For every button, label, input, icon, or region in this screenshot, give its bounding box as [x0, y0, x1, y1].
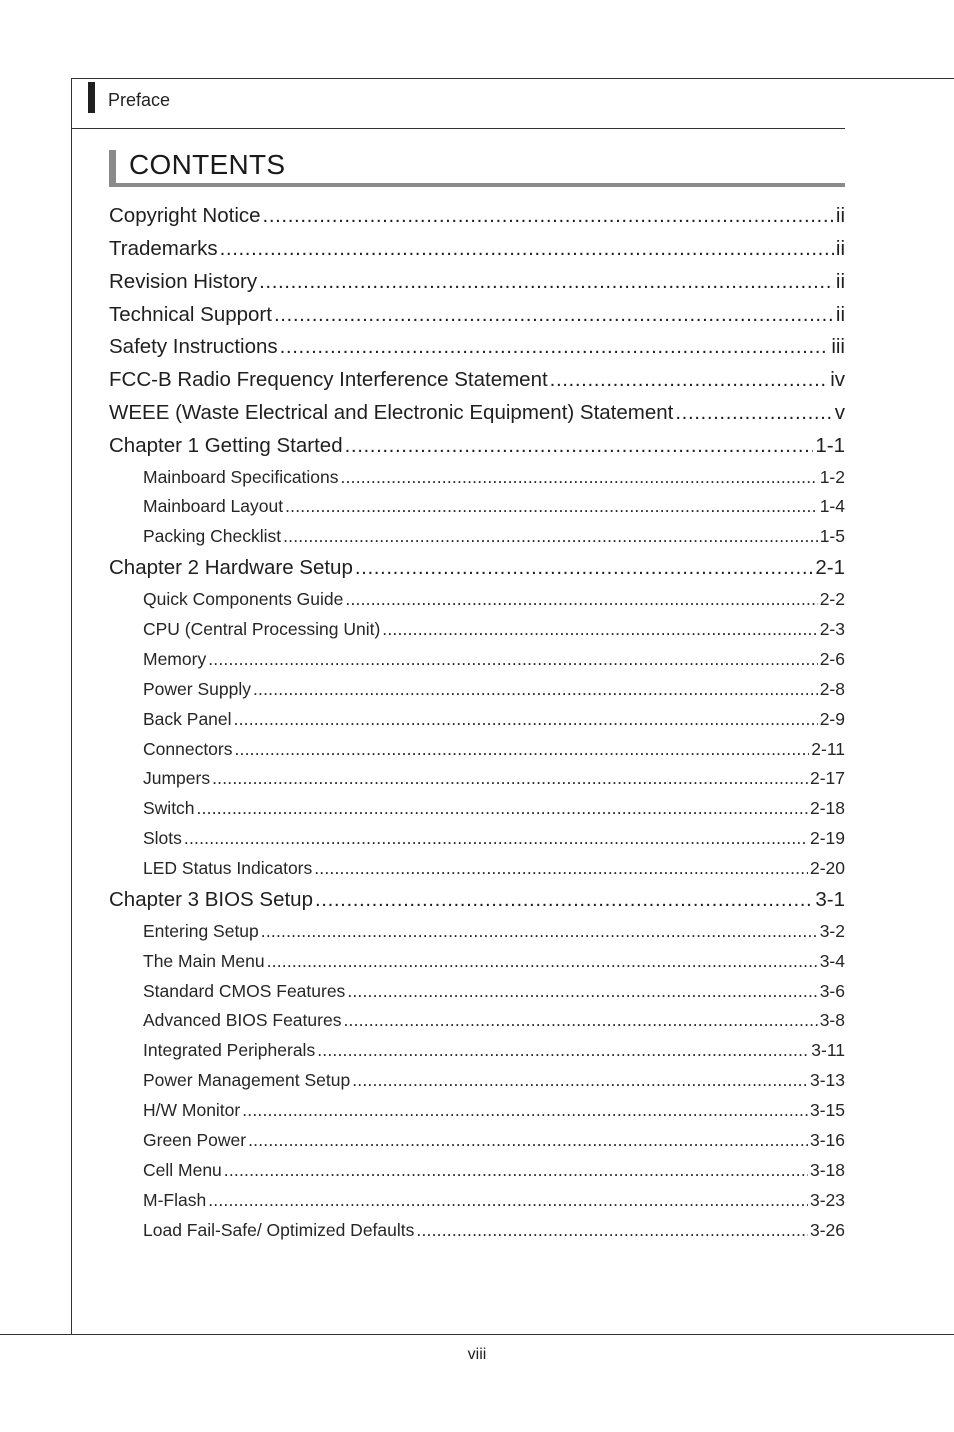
toc-entry-title: Technical Support	[109, 303, 272, 326]
toc-entry-page: 2-3	[819, 619, 845, 639]
toc-entry-section[interactable]	[143, 950, 845, 972]
toc-entry-title: Mainboard Layout	[143, 496, 284, 516]
toc-leader-dots	[261, 920, 818, 942]
toc-entry-title: Chapter 3 BIOS Setup	[109, 888, 313, 911]
toc-leader-dots	[314, 857, 808, 879]
toc-entry-title: Quick Components Guide	[143, 589, 344, 609]
toc-leader-dots	[220, 236, 834, 262]
page-frame-top-rule	[72, 78, 954, 79]
page-title: CONTENTS	[129, 149, 286, 180]
toc-entry-page: 3-8	[819, 1010, 845, 1030]
toc-entry-chapter[interactable]	[109, 887, 845, 913]
toc-entry-page: 3-23	[809, 1190, 845, 1210]
toc-entry-title: Power Management Setup	[143, 1070, 351, 1090]
toc-entry-section[interactable]	[143, 827, 845, 849]
toc-leader-dots	[248, 1129, 808, 1151]
toc-entry-page: ii	[835, 270, 845, 293]
toc-leader-dots	[382, 618, 817, 640]
toc-entry-page: iv	[830, 368, 845, 391]
page-frame-left-rule	[71, 78, 72, 1335]
toc-entry-page: 3-18	[809, 1160, 845, 1180]
page-frame-bottom-rule	[0, 1334, 954, 1335]
toc-entry-page: 2-8	[819, 679, 845, 699]
toc-leader-dots	[234, 708, 818, 730]
toc-leader-dots	[315, 887, 813, 913]
toc-entry-title: Entering Setup	[143, 921, 259, 941]
toc-entry-page: 2-1	[815, 556, 845, 579]
toc-entry-page: 2-17	[809, 768, 845, 788]
toc-entry-section[interactable]	[143, 1159, 845, 1181]
toc-entry-section[interactable]	[143, 797, 845, 819]
title-underline	[109, 183, 845, 187]
toc-entry-title: The Main Menu	[143, 951, 265, 971]
toc-entry-title: Power Supply	[143, 679, 251, 699]
toc-entry-page: ii	[835, 237, 845, 260]
toc-leader-dots	[280, 334, 830, 360]
running-header-section: Preface	[108, 90, 171, 110]
toc-entry-page: 2-6	[819, 649, 845, 669]
toc-entry-title: LED Status Indicators	[143, 858, 313, 878]
toc-entry-title: Cell Menu	[143, 1160, 222, 1180]
toc-entry-page: ii	[835, 204, 845, 227]
toc-entry-section[interactable]	[143, 1219, 845, 1241]
toc-entry-page: 3-11	[811, 1040, 845, 1060]
toc-entry-page: 3-4	[819, 951, 845, 971]
toc-entry-title: Slots	[143, 828, 182, 848]
toc-entry-section[interactable]	[143, 618, 845, 640]
toc-leader-dots	[253, 678, 818, 700]
toc-entry-page: 3-13	[809, 1070, 845, 1090]
toc-entry-section[interactable]	[143, 1039, 845, 1061]
toc-leader-dots	[242, 1099, 808, 1121]
toc-leader-dots	[317, 1039, 809, 1061]
toc-leader-dots	[208, 648, 818, 670]
toc-entry-title: CPU (Central Processing Unit)	[143, 619, 381, 639]
toc-entry-title: Trademarks	[109, 237, 218, 260]
toc-entry[interactable]	[109, 367, 845, 393]
toc-entry-title: H/W Monitor	[143, 1100, 241, 1120]
toc-entry-page: 3-26	[809, 1220, 845, 1240]
toc-entry-section[interactable]	[143, 648, 845, 670]
toc-leader-dots	[283, 525, 818, 547]
toc-leader-dots	[550, 367, 829, 393]
toc-entry-section[interactable]	[143, 466, 845, 488]
toc-leader-dots	[208, 1189, 808, 1211]
toc-entry-section[interactable]	[143, 767, 845, 789]
toc-leader-dots	[267, 950, 818, 972]
toc-leader-dots	[343, 1009, 817, 1031]
toc-leader-dots	[212, 767, 808, 789]
toc-entry-section[interactable]	[143, 1069, 845, 1091]
toc-entry[interactable]	[109, 400, 845, 426]
toc-entry-section[interactable]	[143, 738, 845, 760]
toc-entry-chapter[interactable]	[109, 433, 845, 459]
section-marker-bar	[88, 82, 95, 113]
toc-entry-title: Packing Checklist	[143, 526, 282, 546]
toc-leader-dots	[675, 400, 832, 426]
toc-entry-page: 1-5	[819, 526, 845, 546]
toc-leader-dots	[285, 495, 818, 517]
toc-entry-section[interactable]	[143, 678, 845, 700]
toc-entry-page: 3-6	[819, 981, 845, 1001]
toc-entry-section[interactable]	[143, 920, 845, 942]
toc-entry-page: 1-2	[819, 467, 845, 487]
toc-entry-page: 2-9	[819, 709, 845, 729]
toc-entry-title: Chapter 2 Hardware Setup	[109, 556, 353, 579]
toc-entry-title: Jumpers	[143, 768, 211, 788]
toc-leader-dots	[352, 1069, 808, 1091]
toc-entry-page: 3-16	[809, 1130, 845, 1150]
title-marker-bar	[109, 150, 116, 186]
toc-leader-dots	[345, 588, 817, 610]
toc-entry-title: Mainboard Specifications	[143, 467, 339, 487]
toc-entry[interactable]	[109, 236, 845, 262]
toc-entry-page: 2-19	[809, 828, 845, 848]
toc-entry-page: 2-20	[809, 858, 845, 878]
toc-entry[interactable]	[109, 269, 845, 295]
toc-entry-page: 1-1	[815, 434, 845, 457]
toc-entry-title: Standard CMOS Features	[143, 981, 346, 1001]
toc-entry-section[interactable]	[143, 1129, 845, 1151]
toc-entry-title: Safety Instructions	[109, 335, 278, 358]
toc-leader-dots	[345, 433, 814, 459]
toc-entry-page: 3-15	[809, 1100, 845, 1120]
toc-entry-title: Advanced BIOS Features	[143, 1010, 342, 1030]
toc-leader-dots	[416, 1219, 808, 1241]
toc-leader-dots	[341, 466, 818, 488]
toc-entry-section[interactable]	[143, 525, 845, 547]
toc-entry-section[interactable]	[143, 588, 845, 610]
toc-entry[interactable]	[109, 334, 845, 360]
toc-entry-title: Back Panel	[143, 709, 232, 729]
toc-entry-title: Load Fail-Safe/ Optimized Defaults	[143, 1220, 415, 1240]
toc-entry-title: Chapter 1 Getting Started	[109, 434, 343, 457]
toc-entry-page: iii	[831, 335, 845, 358]
toc-leader-dots	[355, 555, 814, 581]
toc-entry-page: ii	[835, 303, 845, 326]
toc-leader-dots	[197, 797, 808, 819]
toc-leader-dots	[235, 738, 810, 760]
header-rule	[72, 128, 845, 129]
toc-entry[interactable]	[109, 302, 845, 328]
toc-entry-title: WEEE (Waste Electrical and Electronic Equipment) Statement	[109, 401, 674, 424]
toc-entry-section[interactable]	[143, 1099, 845, 1121]
toc-leader-dots	[259, 269, 834, 295]
toc-entry-page: 2-11	[811, 739, 845, 759]
toc-entry-title: Revision History	[109, 270, 258, 293]
toc-entry-section[interactable]	[143, 980, 845, 1002]
toc-entry-title: Memory	[143, 649, 207, 669]
toc-entry-section[interactable]	[143, 1009, 845, 1031]
toc-leader-dots	[184, 827, 808, 849]
page-number: viii	[467, 1346, 487, 1363]
toc-entry-page: 3-1	[815, 888, 845, 911]
toc-entry-title: Connectors	[143, 739, 233, 759]
toc-entry-section[interactable]	[143, 495, 845, 517]
toc-entry-title: M-Flash	[143, 1190, 207, 1210]
toc-entry-page: 1-4	[819, 496, 845, 516]
toc-entry-page: 3-2	[819, 921, 845, 941]
toc-entry-page: v	[834, 401, 845, 424]
toc-entry[interactable]	[109, 203, 845, 229]
toc-entry-title: Green Power	[143, 1130, 247, 1150]
toc-entry-section[interactable]	[143, 1189, 845, 1211]
toc-leader-dots	[347, 980, 817, 1002]
toc-entry-title: Switch	[143, 798, 195, 818]
toc-entry-page: 2-2	[819, 589, 845, 609]
toc-leader-dots	[224, 1159, 808, 1181]
toc-entry-title: FCC-B Radio Frequency Interference Statement	[109, 368, 548, 391]
toc-entry-section[interactable]	[143, 708, 845, 730]
toc-entry-title: Integrated Peripherals	[143, 1040, 316, 1060]
toc-entry-page: 2-18	[809, 798, 845, 818]
toc-entry-section[interactable]	[143, 857, 845, 879]
toc-leader-dots	[263, 203, 834, 229]
toc-leader-dots	[274, 302, 834, 328]
toc-entry-chapter[interactable]	[109, 555, 845, 581]
toc-entry-title: Copyright Notice	[109, 204, 261, 227]
